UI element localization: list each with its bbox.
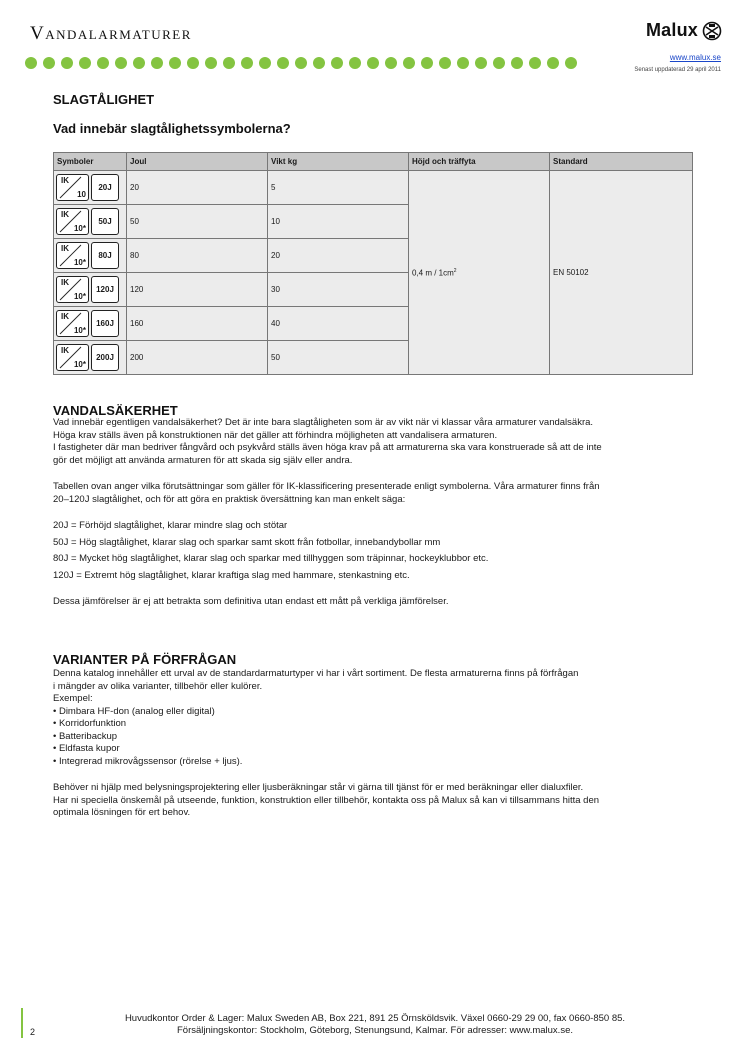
vikt-cell: 40 — [268, 307, 409, 341]
decorative-dot — [25, 57, 37, 69]
paragraph: I fastigheter där man bedriver fångvård och psykvård ställs även höga krav på att armaturerna ska vara konstruerade så att de inte — [53, 442, 602, 453]
joul-cell: 160 — [127, 307, 268, 341]
joul-cell: 80 — [127, 239, 268, 273]
ik-symbol — [56, 344, 124, 371]
list-item: 50J = Hög slagtålighet, klarar slag och sparkar samt skott från fotbollar, innebandybollar mm — [53, 536, 441, 548]
decorative-dot — [241, 57, 253, 69]
table-row — [54, 171, 693, 205]
ik-label: IK — [61, 312, 69, 321]
decorative-dot — [169, 57, 181, 69]
joul-cell: 120 — [127, 273, 268, 307]
vikt-cell: 10 — [268, 205, 409, 239]
paragraph: 20–120J slagtålighet, och för att göra en praktisk översättning kan man enkelt säga: — [53, 493, 406, 505]
updated-date: Senast uppdaterad 29 april 2011 — [634, 67, 721, 73]
table-header-cell: Vikt kg — [268, 153, 409, 171]
joule-symbol: 50J — [91, 208, 119, 235]
list-item: • Korridorfunktion — [53, 718, 127, 729]
hojd-superscript: 2 — [453, 267, 457, 274]
decorative-dot — [439, 57, 451, 69]
decorative-dot — [79, 57, 91, 69]
decorative-dot — [313, 57, 325, 69]
symbol-cell — [54, 341, 127, 375]
footer-line: Försäljningskontor: Stockholm, Göteborg, Stenungsund, Kalmar. För adresser: www.malux.se. — [176, 1025, 573, 1036]
decorative-dot — [151, 57, 163, 69]
decorative-dot — [61, 57, 73, 69]
joul-cell: 20 — [127, 171, 268, 205]
paragraph: gör det möjligt att använda armaturen för att skada sig själv eller andra. — [53, 454, 353, 466]
paragraph: Vad innebär egentligen vandalsäkerhet? Det är inte bara slagtåligheten som är av vikt när vi klassar våra armaturer vandalsäkra. — [53, 417, 594, 428]
decorative-dot — [187, 57, 199, 69]
paragraph: Tabellen ovan anger vilka förutsättningar som gäller för IK-klassificering presenterade enligt symbolerna. Våra armaturer finns från — [53, 481, 600, 492]
symbol-cell — [54, 273, 127, 307]
ik-symbol — [56, 276, 124, 303]
page-title: Vandalarmaturer — [30, 23, 192, 44]
ik-class-icon — [56, 344, 89, 371]
ik-symbol — [56, 242, 124, 269]
ik-class: 10* — [73, 258, 86, 267]
decorative-dot — [295, 57, 307, 69]
decorative-dot — [115, 57, 127, 69]
ik-class: 10* — [73, 292, 86, 301]
decorative-dot-row — [25, 57, 577, 69]
decorative-dot — [43, 57, 55, 69]
decorative-dot — [457, 57, 469, 69]
vikt-cell: 30 — [268, 273, 409, 307]
joul-cell: 200 — [127, 341, 268, 375]
ik-label: IK — [61, 346, 69, 355]
section-heading-varianter: VARIANTER PÅ FÖRFRÅGAN — [53, 652, 237, 667]
list-item: • Integrerad mikrovågssensor (rörelse + ljus). — [53, 755, 243, 767]
joule-symbol: 20J — [91, 174, 119, 201]
decorative-dot — [277, 57, 289, 69]
symbol-cell — [54, 239, 127, 273]
paragraph: Höga krav ställs även på konstruktionen när det gäller att förhindra möjligheten att vandalisera armaturen. — [53, 429, 498, 441]
decorative-dot — [223, 57, 235, 69]
table-header-cell: Joul — [127, 153, 268, 171]
ik-class-icon — [56, 276, 89, 303]
site-link[interactable]: www.malux.se — [669, 53, 721, 62]
table-header-cell: Symboler — [54, 153, 127, 171]
decorative-dot — [349, 57, 361, 69]
decorative-dot — [511, 57, 523, 69]
decorative-dot — [385, 57, 397, 69]
ik-label: IK — [61, 244, 69, 253]
decorative-dot — [205, 57, 217, 69]
vikt-cell: 20 — [268, 239, 409, 273]
decorative-dot — [493, 57, 505, 69]
list-item: 80J = Mycket hög slagtålighet, klarar slag och sparkar med tillhyggen som träpinnar, hockeyklubbor etc. — [53, 553, 489, 564]
section-question: Vad innebär slagtålighetssymbolerna? — [53, 121, 291, 136]
joule-symbol: 200J — [91, 344, 119, 371]
vandalsakerhet-text — [53, 417, 602, 609]
section-heading-slagtalighet: SLAGTÅLIGHET — [53, 92, 155, 107]
decorative-dot — [331, 57, 343, 69]
footer-accent-bar — [21, 1008, 23, 1038]
joul-cell: 50 — [127, 205, 268, 239]
joule-symbol: 80J — [91, 242, 119, 269]
varianter-text — [53, 668, 599, 820]
ik-class-icon — [56, 310, 89, 337]
decorative-dot — [547, 57, 559, 69]
paragraph: i mängder av olika varianter, tillbehör eller kulörer. — [53, 680, 263, 692]
paragraph: optimala lösningen för ert behov. — [53, 807, 191, 818]
ik-class: 10* — [73, 326, 86, 335]
symbol-cell — [54, 307, 127, 341]
paragraph: Denna katalog innehåller ett urval av de standardarmaturtyper vi har i vårt sortiment. De flesta armaturerna finns på förfrågan — [53, 668, 579, 679]
decorative-dot — [421, 57, 433, 69]
decorative-dot — [367, 57, 379, 69]
ik-label: IK — [61, 278, 69, 287]
hojd-value: 0,4 m / 1cm — [412, 268, 454, 278]
joule-symbol: 120J — [91, 276, 119, 303]
decorative-dot — [97, 57, 109, 69]
paragraph: Har ni speciella önskemål på utseende, funktion, konstruktion eller tillbehör, kontakta oss på Malux så kan vi tillsammans hitta den — [53, 794, 600, 806]
ik-class: 10* — [73, 224, 86, 233]
ik-label: IK — [61, 176, 69, 185]
list-item: • Batteribackup — [53, 730, 118, 742]
ik-symbol — [56, 174, 124, 201]
decorative-dot — [259, 57, 271, 69]
list-item: 120J = Extremt hög slagtålighet, klarar kraftiga slag med hammare, stenkastning etc. — [53, 569, 410, 581]
table-header-cell: Standard — [550, 153, 693, 171]
page-number: 2 — [30, 1027, 36, 1037]
vikt-cell: 50 — [268, 341, 409, 375]
symbol-cell — [54, 205, 127, 239]
hojd-cell — [409, 171, 550, 375]
ik-symbol — [56, 310, 124, 337]
brand-emblem-icon — [702, 21, 722, 41]
ik-class-icon — [56, 174, 89, 201]
footer-line: Huvudkontor Order & Lager: Malux Sweden AB, Box 221, 891 25 Örnsköldsvik. Växel 0660-29 29 00, fax 0660-850 85. — [124, 1013, 626, 1024]
ik-class-icon — [56, 242, 89, 269]
standard-cell: EN 50102 — [550, 171, 693, 375]
decorative-dot — [133, 57, 145, 69]
table-header-cell: Höjd och träffyta — [409, 153, 550, 171]
decorative-dot — [529, 57, 541, 69]
brand-name: Malux — [645, 20, 698, 40]
ik-class: 10* — [73, 360, 86, 369]
ik-class-icon — [56, 208, 89, 235]
joule-symbol: 160J — [91, 310, 119, 337]
paragraph: Exempel: — [53, 693, 93, 704]
ik-symbol — [56, 208, 124, 235]
list-item: 20J = Förhöjd slagtålighet, klarar mindre slag och stötar — [53, 520, 288, 531]
vikt-cell: 5 — [268, 171, 409, 205]
section-heading-vandalsakerhet: VANDALSÄKERHET — [53, 403, 178, 418]
ik-table — [53, 152, 693, 375]
paragraph: Dessa jämförelser är ej att betrakta som definitiva utan endast ett mått på verkliga jämförelser. — [53, 596, 449, 607]
decorative-dot — [403, 57, 415, 69]
decorative-dot — [565, 57, 577, 69]
paragraph: Behöver ni hjälp med belysningsprojektering eller ljusberäkningar står vi gärna till tjänst för er med beräkningar eller dialuxfiler. — [53, 782, 584, 793]
footer-address — [60, 1013, 690, 1037]
ik-class: 10 — [77, 190, 86, 199]
list-item: • Dimbara HF-don (analog eller digital) — [53, 705, 215, 717]
ik-label: IK — [61, 210, 69, 219]
symbol-cell — [54, 171, 127, 205]
table-header-row — [54, 153, 693, 171]
brand-logo — [646, 20, 722, 41]
list-item: • Eldfasta kupor — [53, 743, 120, 754]
decorative-dot — [475, 57, 487, 69]
